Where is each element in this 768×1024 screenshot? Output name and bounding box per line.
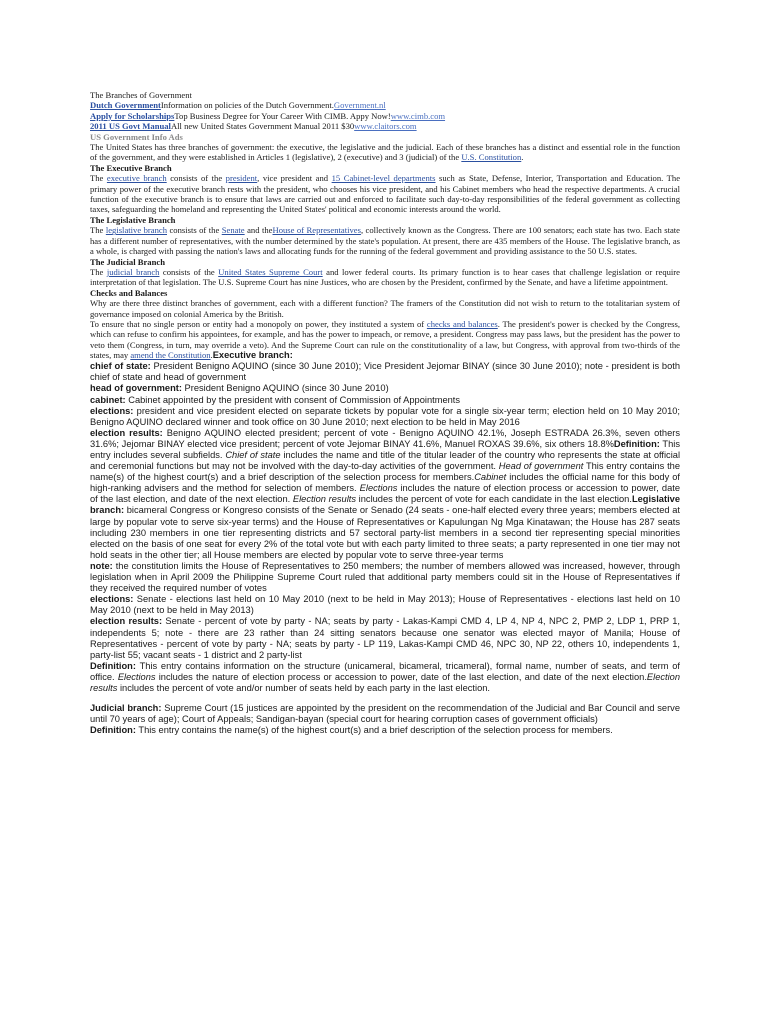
text: bicameral Congress or Kongreso consists of the Senate or Senado (24 seats - one-half elected every three years; members elected at large by popular vote to serve six-year terms) and the House of Representatives or Kapulungan Ng Mga Kinatawan; the House has 287 seats including 230 members in one tier representing districts and 57 sectoral party-list members in a second tier representing special minorities elected on the basis of one seat for every 2% of the total vote but with each party limited to three seats; a party represented in one tier may not hold seats in the other tier; all House members are elected by popular vote to serve three-year terms	[90, 505, 680, 560]
label: Legislative branch:	[90, 494, 680, 516]
intro-text: The United States has three branches of government: the executive, the legislative and the judicial. Each of these branches has a distinct and essential role in the function of the government, and they were established in Articles 1 (legislative), 2 (executive) and 3 (judicial) of the	[90, 142, 680, 163]
ad-line	[90, 100, 680, 110]
executive-heading: The Executive Branch	[90, 162, 172, 173]
text: This entry contains information on the structure (unicameral, bicameral, tricameral), formal name, number of seats, and term of office.	[90, 660, 680, 682]
ad-text: All new United States Government Manual 2011 $30	[170, 121, 355, 132]
ad-line	[90, 121, 680, 131]
ad-link[interactable]: Apply for Scholarships	[90, 110, 175, 121]
president-link[interactable]: president	[225, 173, 258, 184]
ad-text: Information on policies of the Dutch Government.	[160, 100, 334, 111]
text: and lower federal courts. Its primary function is to hear cases that challenge legislation or require interpretation of that legislation. The U.S. Supreme Court has nine Justices, who are chosen by the President, confirmed by the Senate, and have a lifetime appointment.	[90, 266, 680, 288]
text: includes the percent of vote for each candidate in the last election.	[356, 494, 632, 505]
ad-link[interactable]: 2011 US Govt Manual	[90, 121, 171, 132]
executive-paragraph	[90, 173, 680, 215]
judicial-branch-link[interactable]: judicial branch	[106, 266, 160, 277]
label: elections:	[90, 594, 134, 605]
document-page	[90, 90, 680, 736]
house-link[interactable]: House of Representatives	[272, 225, 361, 236]
head-of-government-entry	[90, 383, 680, 394]
ad-url[interactable]: Government.nl	[333, 100, 386, 111]
page-title: The Branches of Government	[90, 90, 192, 100]
legislative-heading: The Legislative Branch	[90, 214, 176, 225]
text: President Benigno AQUINO (since 30 June 2010); Vice President Jejomar BINAY (since 30 June 2010); note - president is both chief of state and head of government	[90, 361, 680, 383]
text: Supreme Court (15 justices are appointed by the president on the recommendation of the Judicial and Bar Council and serve until 70 years of age); Court of Appeals; Sandigan-bayan (special court for hearing corruption cases of government officials)	[90, 703, 680, 725]
intro-end: .	[521, 152, 524, 163]
label: Definition:	[90, 725, 136, 736]
text: Senate - elections last held on 10 May 2010 (next to be held in May 2013); House of Representatives - elections last held on 10 May 2010 (next to be held in May 2013)	[90, 594, 680, 616]
text: This entry includes several subfields.	[90, 438, 680, 460]
text: To ensure that no single person or entity had a monopoly on power, they instituted a system of	[90, 318, 427, 329]
term: Elections	[117, 671, 156, 682]
text: includes the percent of vote and/or number of seats held by each party in the last election.	[117, 682, 491, 693]
label: election results:	[90, 427, 163, 438]
text: includes the name and title of the titular leader of the country who represents the state at official and ceremonial functions but may not be involved with the day-to-day activities of the government.	[90, 450, 681, 472]
text: and the	[244, 225, 273, 236]
checks-paragraph-1: Why are there three distinct branches of government, each with a different function? The framers of the Constitution did not wish to return to the totalitarian system of governance imposed on colonial America by the British.	[90, 298, 680, 319]
ad-text: Top Business Degree for Your Career With CIMB. Appy Now!	[174, 110, 391, 121]
executive-branch-link[interactable]: executive branch	[106, 173, 167, 184]
label: Definition:	[90, 660, 136, 671]
ad-link[interactable]: Dutch Government	[90, 100, 161, 111]
amend-constitution-link[interactable]: amend the Constitution	[130, 350, 211, 361]
label: note:	[90, 560, 113, 571]
factbook-section	[90, 361, 680, 736]
legislative-results-entry	[90, 616, 680, 660]
label: elections:	[90, 405, 134, 416]
term: Chief of state	[225, 450, 281, 460]
chief-of-state-entry	[90, 361, 680, 383]
text: president and vice president elected on separate tickets by popular vote for a single six-year term; election held on 10 May 2010; Benigno AQUINO declared winner and took office on 30 June 2010; next election to be held in May 2016	[90, 405, 680, 427]
text: The	[90, 266, 107, 277]
legislative-branch-link[interactable]: legislative branch	[105, 225, 167, 236]
text: the constitution limits the House of Representatives to 250 members; the number of members allowed was increased, however, through legislation when in April 2009 the Philippine Supreme Court ruled that additional party members could sit in the House of Representatives if they received the required number of votes	[90, 560, 680, 594]
checks-paragraph-2	[90, 319, 680, 361]
election-results-entry	[90, 428, 680, 561]
legislative-paragraph	[90, 225, 680, 256]
text: This entry contains the name(s) of the highest court(s) and a brief description of the selection process for members.	[135, 725, 613, 736]
label: election results:	[90, 616, 163, 627]
text: The	[90, 173, 107, 184]
label: chief of state:	[90, 361, 151, 372]
ad-url[interactable]: www.cimb.com	[390, 110, 446, 121]
label: cabinet:	[90, 394, 126, 405]
text: This entry contains the name(s) of the highest court(s) and a brief description of the selection process for members.	[90, 461, 680, 483]
text: , collectively known as the Congress. There are 100 senators; each state has two. Each state has a different number of representatives, with the number determined by the state's population. At present, there are 435 members of the House. The legislative branch, as a whole, is charged with passing the nation's laws and allocating funds for the running of the federal government and providing assistance to the 50 U.S. states.	[90, 225, 680, 257]
label: head of government:	[90, 383, 182, 394]
constitution-link[interactable]: U.S. Constitution	[461, 152, 522, 163]
cabinet-entry	[90, 395, 680, 406]
ad-line	[90, 111, 680, 121]
text: Cabinet appointed by the president with consent of Commission of Appointments	[125, 394, 461, 405]
ads-label: US Government Info Ads	[90, 131, 183, 142]
text: Benigno AQUINO elected president; percent of vote - Benigno AQUINO 42.1%, Joseph ESTRADA 26.3%, seven others 31.6%; Jejomar BINAY elected vice president; percent of vote Jejomar BINAY 41.6%, Manuel ROXAS 39.6%, six others 18.8%	[90, 427, 680, 449]
term: Head of government	[498, 461, 584, 472]
text: . The president's power is checked by the Congress, which can refuse to confirm his appointees, for example, and has the power to impeach, or remove, a president. Congress may pass laws, but the president has the power to veto them (Congress, in turn, may override a veto). And the Supreme Court can rule on the constitutionality of a law, but Congress, with approval from two-thirds of the states, may	[90, 318, 680, 361]
text: President Benigno AQUINO (since 30 June 2010)	[181, 383, 389, 394]
label: Judicial branch:	[90, 703, 162, 714]
spacer	[90, 694, 680, 703]
executive-branch-label: Executive branch:	[212, 350, 293, 361]
text: includes the official name for this body of high-ranking advisers and the method for selection of members.	[90, 472, 680, 494]
checks-heading: Checks and Balances	[90, 287, 168, 298]
text: .	[210, 350, 213, 361]
text: consists of the	[166, 173, 226, 184]
term: Election results	[90, 671, 680, 693]
term: Elections	[359, 483, 398, 494]
ad-url[interactable]: www.claitors.com	[354, 121, 417, 132]
judicial-paragraph	[90, 267, 680, 288]
legislative-elections-entry	[90, 594, 680, 616]
term: Election results	[292, 494, 357, 505]
text: consists of the	[167, 225, 222, 236]
cabinet-departments-link[interactable]: 15 Cabinet-level departments	[331, 173, 436, 184]
elections-entry	[90, 406, 680, 428]
judicial-definition-entry	[90, 725, 680, 736]
judicial-branch-entry	[90, 703, 680, 725]
senate-link[interactable]: Senate	[221, 225, 245, 236]
text: The	[90, 225, 106, 236]
intro-paragraph	[90, 142, 680, 163]
text: includes the nature of election process or accession to power, date of the last election, and date of the next election.	[155, 671, 647, 682]
serif-section	[90, 90, 680, 361]
text: , vice president and	[257, 173, 332, 184]
text: consists of the	[159, 266, 219, 277]
term: Cabinet	[474, 472, 507, 483]
judicial-heading: The Judicial Branch	[90, 256, 165, 267]
text: Senate - percent of vote by party - NA; seats by party - Lakas-Kampi CMD 4, LP 4, NP 4, NPC 2, PMP 2, LDP 1, PRP 1, independents 5; note - there are 23 rather than 24 sitting senators because one senator was elected mayor of Manila; House of Representatives - percent of vote by party - NA; seats by party - LP 119, Lakas-Kampi CMD 46, NPC 30, NP 22, others 10, independents 1, party-list 55; vacant seats - 1 district and 2 party-list	[90, 616, 680, 660]
legislative-definition-entry	[90, 661, 680, 694]
checks-balances-link[interactable]: checks and balances	[426, 318, 498, 329]
supreme-court-link[interactable]: United States Supreme Court	[218, 266, 323, 277]
text: such as State, Defense, Interior, Transportation and Education. The primary power of the executive branch rests with the president, who chooses his vice president, and his Cabinet members who head the respective departments. A crucial function of the executive branch is to ensure that laws are carried out and enforced to facilitate such day-to-day responsibilities of the federal government as collecting taxes, safeguarding the homeland and representing the United States' political and economic interests around the world.	[90, 173, 681, 215]
label: Definition:	[613, 438, 660, 449]
text: includes the nature of election process or accession to power, date of the last election, and date of the next election.	[90, 483, 680, 505]
note-entry	[90, 561, 680, 594]
